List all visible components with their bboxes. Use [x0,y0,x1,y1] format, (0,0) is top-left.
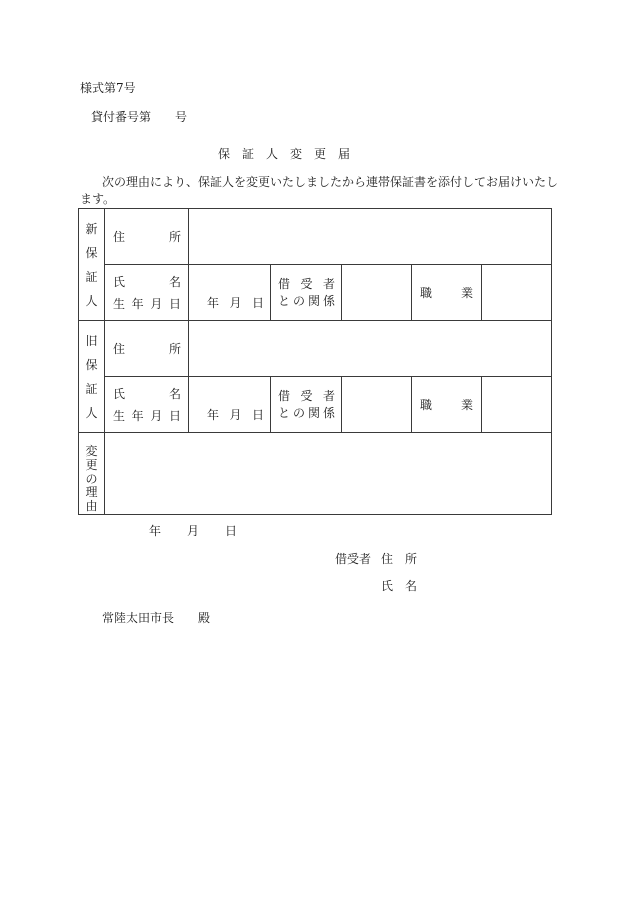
new-name-birth-field[interactable]: 年 月 日 [189,265,271,321]
loan-number: 貸付番号第 号 [91,110,188,124]
old-address-label: 住 所 [105,321,189,377]
new-occupation-label: 職 業 [412,265,482,321]
footer-date: 年 月 日 [149,524,238,538]
new-relation-field[interactable] [342,265,412,321]
guarantor-change-table [78,208,552,515]
old-guarantor-label: 旧 保 証 人 [79,321,105,433]
old-occupation-field[interactable] [482,377,552,433]
new-relation-label: 借 受 者 と の 関 係 [271,265,342,321]
form-number: 様式第7号 [80,81,136,95]
borrower-address-label: 住 所 [381,552,418,566]
old-occupation-label: 職 業 [412,377,482,433]
intro-line-2: ます。 [80,192,116,206]
old-relation-field[interactable] [342,377,412,433]
new-address-label: 住 所 [105,209,189,265]
borrower-name-label: 氏 名 [381,579,418,593]
addressee: 常陸太田市長 殿 [102,611,211,625]
new-occupation-field[interactable] [482,265,552,321]
borrower-label: 借受者 [335,552,372,566]
new-name-birth-label: 氏 名 生 年 月 日 [105,265,189,321]
document-title: 保 証 人 変 更 届 [218,147,351,161]
old-name-birth-label: 氏 名 生 年 月 日 [105,377,189,433]
reason-label: 変 更 の 理 由 [79,433,105,515]
old-relation-label: 借 受 者 と の 関 係 [271,377,342,433]
reason-field[interactable] [105,433,552,515]
old-address-field[interactable] [189,321,552,377]
new-address-field[interactable] [189,209,552,265]
intro-line-1: 次の理由により、保証人を変更いたしましたから連帯保証書を添付してお届けいたし [102,175,559,189]
new-guarantor-label: 新 保 証 人 [79,209,105,321]
old-name-birth-field[interactable]: 年 月 日 [189,377,271,433]
